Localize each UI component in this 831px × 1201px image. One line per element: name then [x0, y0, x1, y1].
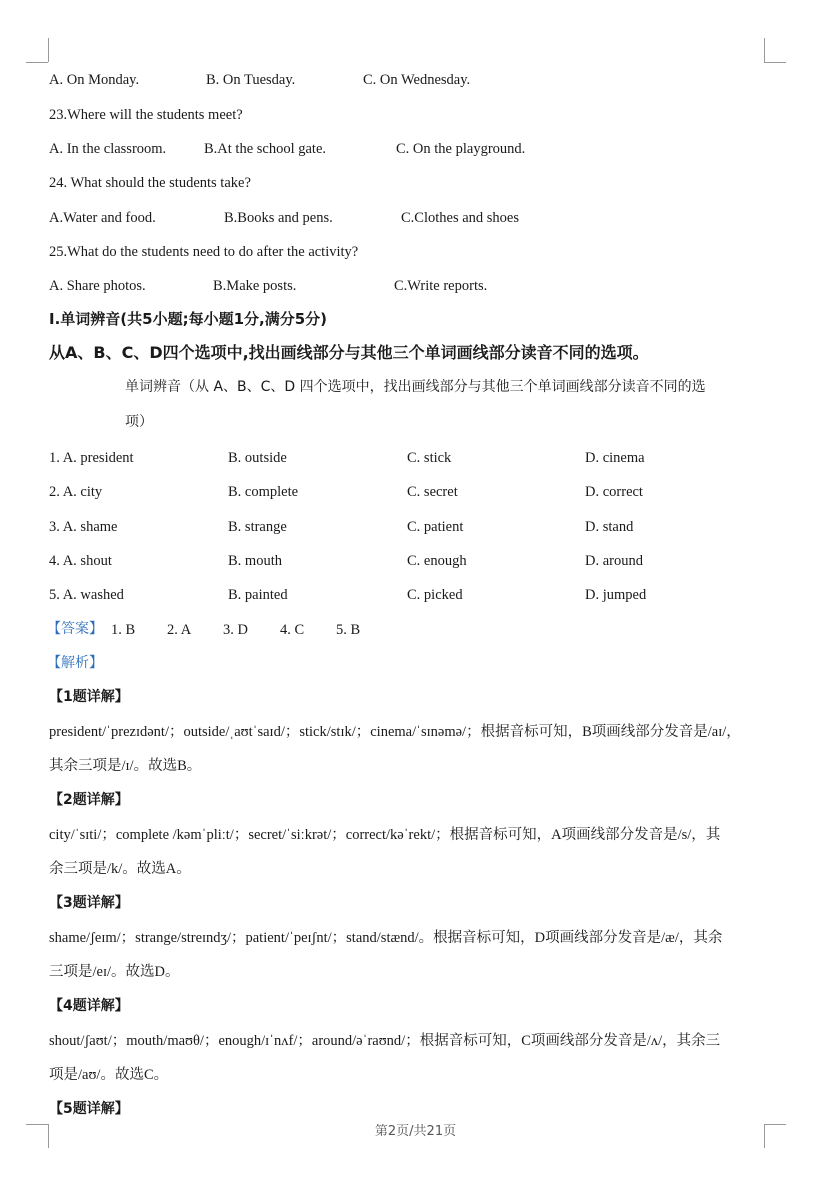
question-5-option-b: B. painted — [228, 587, 288, 603]
question-1-option-d: D. cinema — [585, 450, 645, 466]
question-3-option-c: C. patient — [407, 519, 464, 535]
question-2-option-d: D. correct — [585, 484, 643, 500]
question-4-option-b: B. mouth — [228, 553, 282, 569]
question-4-option-a: 4. A. shout — [49, 553, 112, 569]
crop-mark-top-right-v — [764, 38, 765, 62]
answer-tag: 【答案】 — [47, 621, 103, 637]
sub-instruction-line1: 单词辨音（从 A、B、C、D 四个选项中，找出画线部分与其他三个单词画线部分读音不同的选 — [125, 379, 706, 395]
q24-option-a: A.Water and food. — [49, 210, 156, 226]
page-footer: 第2页/共21页 — [374, 1124, 457, 1139]
crop-mark-top-right — [764, 62, 786, 63]
q23-stem: 23.Where will the students meet? — [49, 107, 243, 123]
detail-3-line1: shame/ʃeɪm/；strange/streɪndʒ/；patient/ˈpeɪʃnt/；stand/stænd/。根据音标可知，D项画线部分发音是/æ/，其余 — [49, 930, 723, 946]
q24-option-b: B.Books and pens. — [224, 210, 333, 226]
section-title: I.单词辨音(共5小题;每小题1分,满分5分) — [49, 310, 327, 328]
sub-instruction-line2: 项） — [125, 414, 153, 430]
detail-1-line1: president/ˈprezɪdənt/；outside/ˌaʊtˈsaɪd/；stick/stɪk/；cinema/ˈsɪnəmə/；根据音标可知，B项画线部分发音是/aɪ/， — [49, 724, 741, 740]
detail-3-line2: 三项是/eɪ/。故选D。 — [49, 964, 180, 980]
question-3-option-d: D. stand — [585, 519, 634, 535]
detail-2-line2: 余三项是/k/。故选A。 — [49, 861, 191, 877]
answer-item-1: 1. B — [111, 622, 136, 638]
crop-mark-top-left — [26, 62, 48, 63]
question-2-option-b: B. complete — [228, 484, 299, 500]
detail-2-title: 【2题详解】 — [49, 792, 129, 808]
answer-item-3: 3. D — [223, 622, 248, 638]
q22-option-b: B. On Tuesday. — [206, 72, 296, 88]
crop-mark-top-left-v — [48, 38, 49, 62]
detail-1-title: 【1题详解】 — [49, 689, 129, 705]
question-1-option-b: B. outside — [228, 450, 287, 466]
question-3-option-b: B. strange — [228, 519, 287, 535]
section-instruction: 从A、B、C、D四个选项中,找出画线部分与其他三个单词画线部分读音不同的选项。 — [49, 343, 649, 362]
q25-option-a: A. Share photos. — [49, 278, 146, 294]
question-4-option-d: D. around — [585, 553, 643, 569]
answer-item-4: 4. C — [280, 622, 305, 638]
question-5-option-d: D. jumped — [585, 587, 647, 603]
detail-3-title: 【3题详解】 — [49, 895, 129, 911]
detail-4-line1: shout/ʃaʊt/；mouth/maʊθ/；enough/ɪˈnʌf/；around/əˈraʊnd/；根据音标可知，C项画线部分发音是/ʌ/，其余三 — [49, 1033, 721, 1049]
question-2-option-c: C. secret — [407, 484, 458, 500]
q24-stem: 24. What should the students take? — [49, 175, 251, 191]
q25-stem: 25.What do the students need to do after the activity? — [49, 244, 359, 260]
q22-option-c: C. On Wednesday. — [363, 72, 471, 88]
detail-1-line2: 其余三项是/ɪ/。故选B。 — [49, 758, 202, 774]
detail-5-title: 【5题详解】 — [49, 1101, 129, 1117]
question-3-option-a: 3. A. shame — [49, 519, 118, 535]
question-4-option-c: C. enough — [407, 553, 467, 569]
detail-4-line2: 项是/aʊ/。故选C。 — [49, 1067, 169, 1083]
question-1-option-c: C. stick — [407, 450, 452, 466]
detail-2-line1: city/ˈsɪti/；complete /kəmˈpliːt/；secret/ˈsiːkrət/；correct/kəˈrekt/；根据音标可知，A项画线部分发音是/s/，其 — [49, 827, 721, 843]
answer-item-5: 5. B — [336, 622, 361, 638]
detail-4-title: 【4题详解】 — [49, 998, 129, 1014]
q23-option-a: A. In the classroom. — [49, 141, 167, 157]
q22-option-a: A. On Monday. — [49, 72, 140, 88]
q23-option-c: C. On the playground. — [396, 141, 526, 157]
q23-option-b: B.At the school gate. — [204, 141, 327, 157]
question-2-option-a: 2. A. city — [49, 484, 103, 500]
q25-option-b: B.Make posts. — [213, 278, 297, 294]
question-5-option-a: 5. A. washed — [49, 587, 124, 603]
q25-option-c: C.Write reports. — [394, 278, 488, 294]
question-5-option-c: C. picked — [407, 587, 463, 603]
analysis-tag: 【解析】 — [47, 655, 103, 671]
question-1-option-a: 1. A. president — [49, 450, 134, 466]
q24-option-c: C.Clothes and shoes — [401, 210, 520, 226]
answer-item-2: 2. A — [167, 622, 192, 638]
